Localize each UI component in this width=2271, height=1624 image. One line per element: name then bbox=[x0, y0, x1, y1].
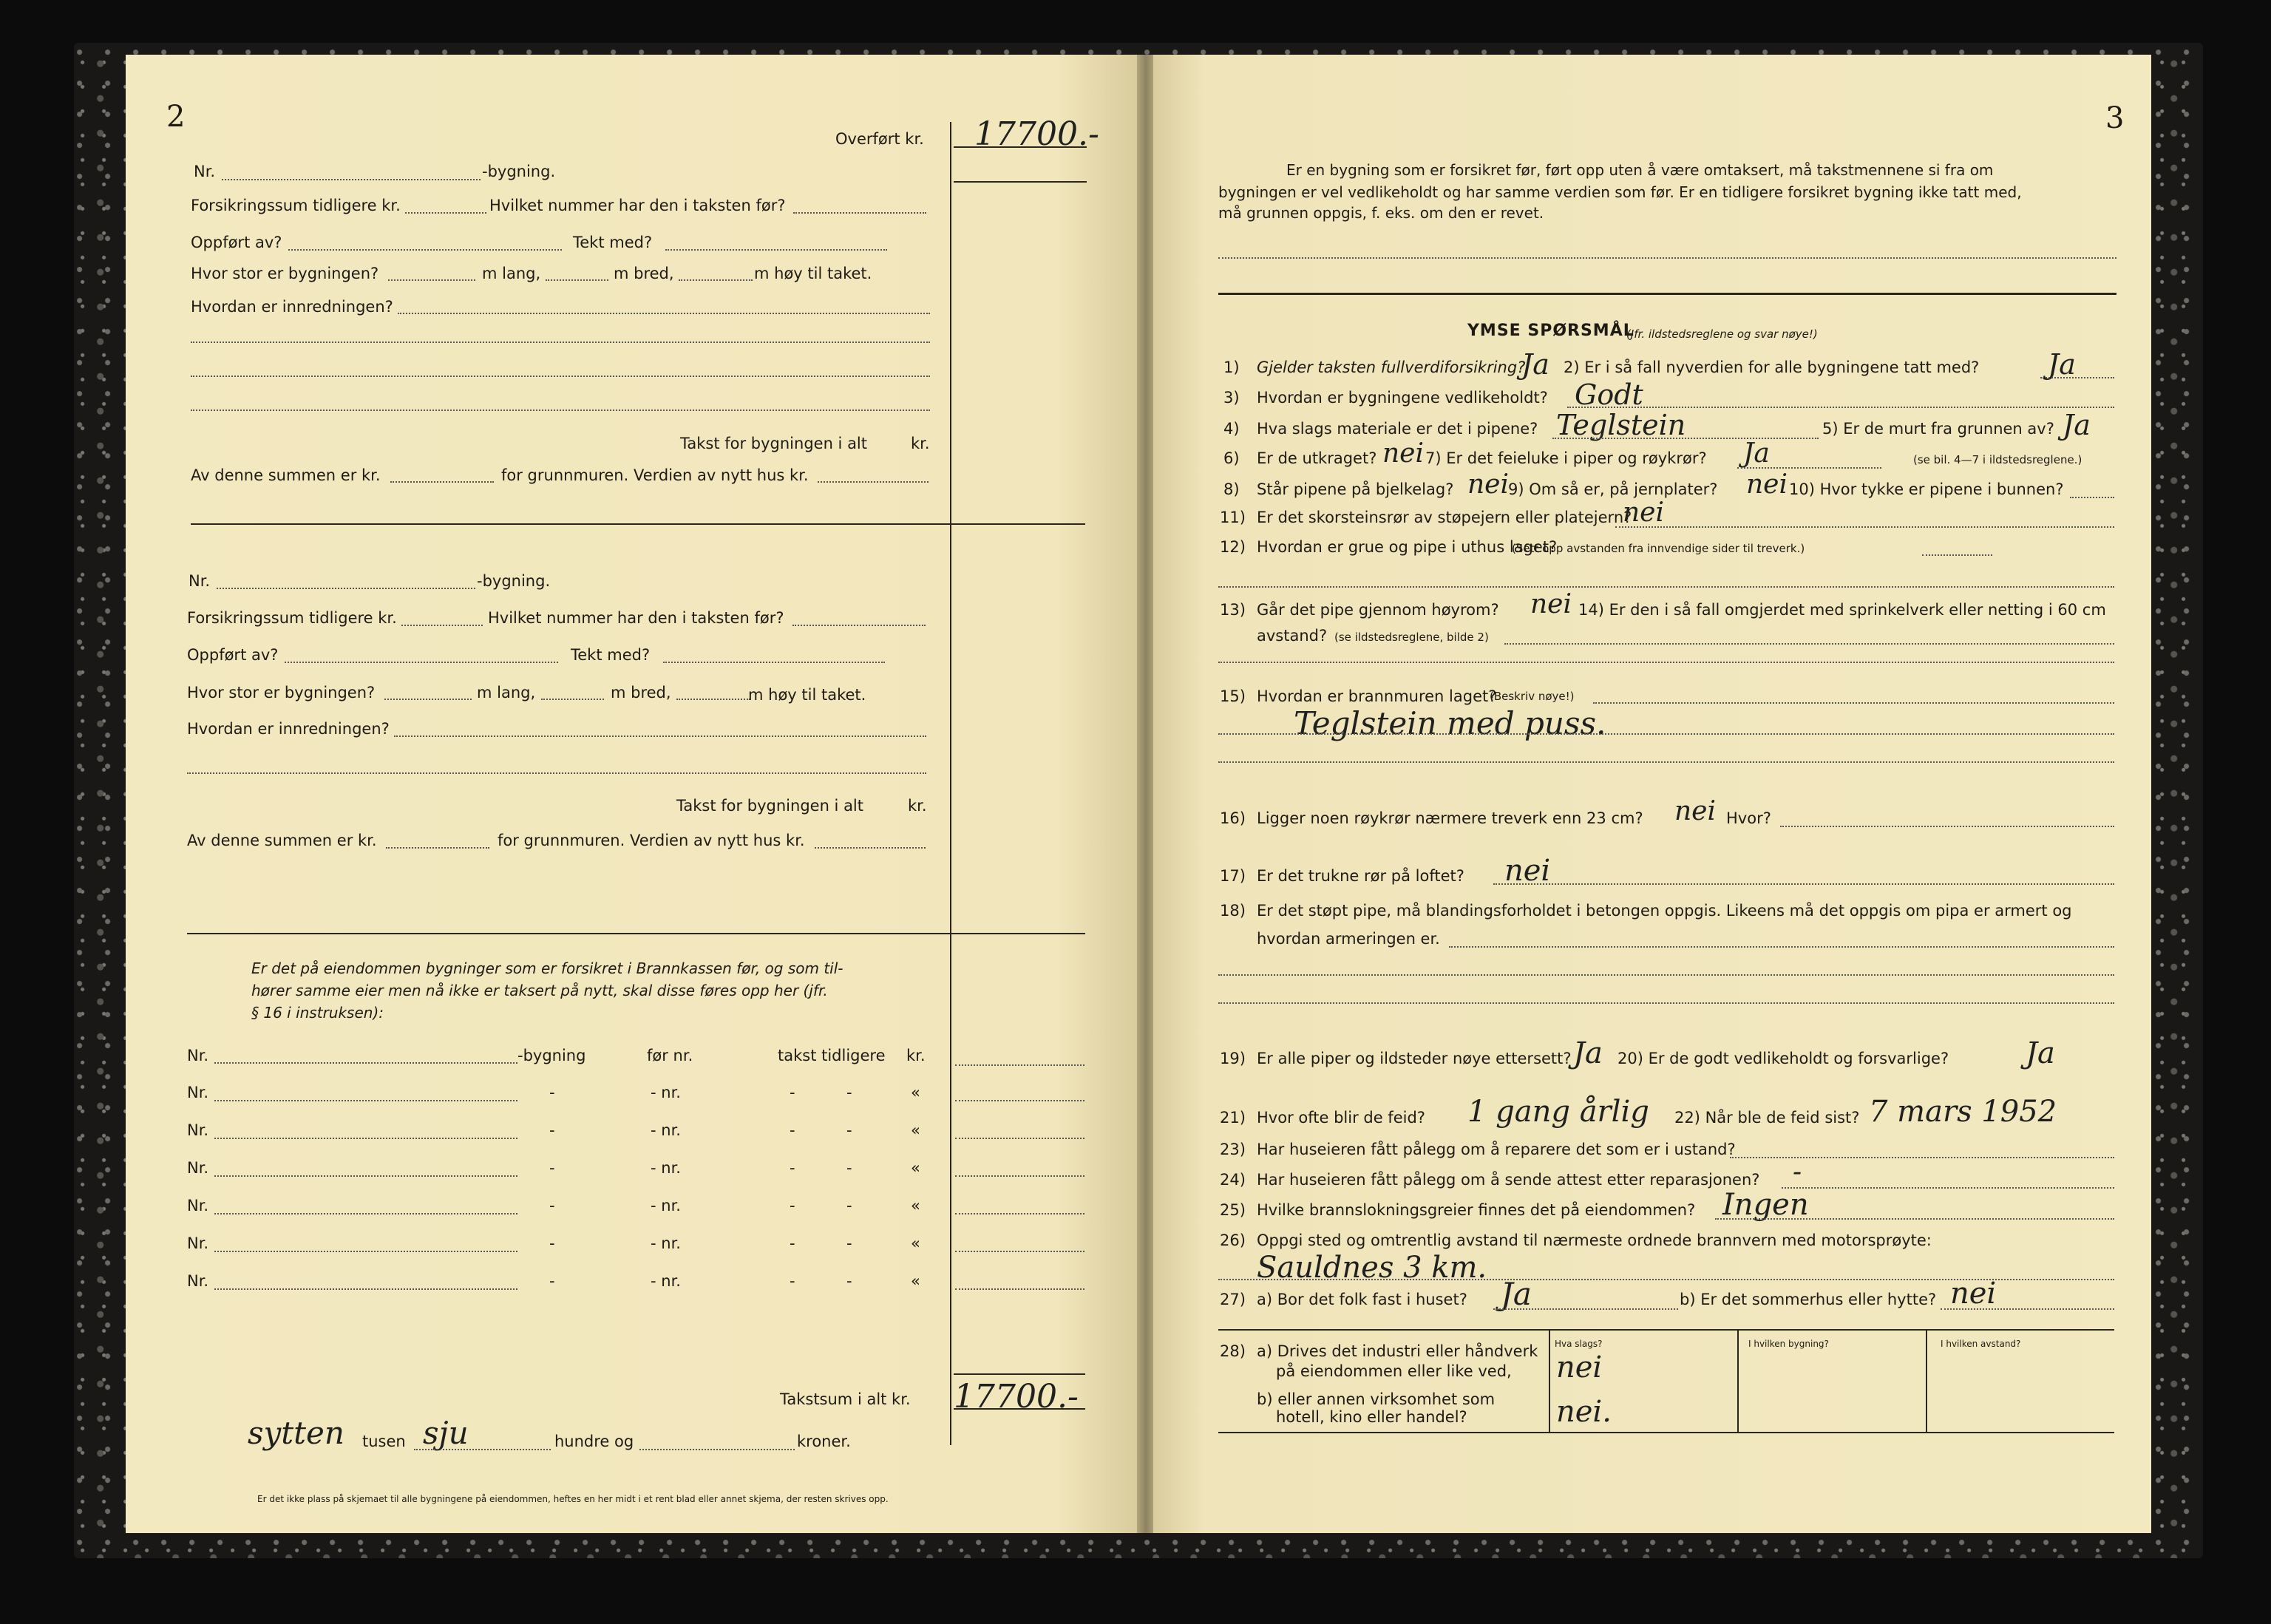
innredning-label: Hvordan er innredningen? bbox=[187, 720, 390, 738]
row-nr-field[interactable] bbox=[214, 1251, 517, 1252]
q14-text-2: avstand? bbox=[1257, 627, 1328, 645]
row-nr-field[interactable] bbox=[214, 1100, 517, 1101]
overfort-value: 17700.- bbox=[974, 115, 1099, 153]
row-nr: Nr. bbox=[187, 1121, 209, 1139]
q15-field-3[interactable] bbox=[1218, 761, 2114, 763]
row-dash-2: - bbox=[790, 1272, 795, 1290]
q28-answer-a: nei bbox=[1556, 1350, 1603, 1385]
q7-answer: Ja bbox=[1743, 438, 1770, 469]
page-number-left: 2 bbox=[166, 100, 186, 134]
m-bred-label: m bred, bbox=[611, 684, 671, 701]
innredning-label: Hvordan er innredningen? bbox=[191, 298, 393, 316]
list-nr: Nr. bbox=[187, 1047, 209, 1064]
row-nr-field[interactable] bbox=[214, 1138, 517, 1139]
q26-answer: Sauldnes 3 km. bbox=[1257, 1251, 1487, 1285]
m-hoy-label: m høy til taket. bbox=[754, 265, 872, 282]
row-amount-field[interactable] bbox=[955, 1100, 1084, 1101]
intro-separator bbox=[1218, 293, 2116, 295]
separator-dots-13 bbox=[1218, 662, 2114, 663]
table-col-2 bbox=[1737, 1329, 1739, 1432]
q3-answer: Godt bbox=[1575, 378, 1643, 411]
q6-text: Er de utkraget? bbox=[1257, 449, 1377, 467]
row-amount-field[interactable] bbox=[955, 1251, 1084, 1252]
q24-text: Har huseieren fått pålegg om å sende attest etter reparasjonen? bbox=[1257, 1171, 1760, 1189]
q5-text: 5) Er de murt fra grunnen av? bbox=[1822, 420, 2054, 438]
q12-note: (Sett opp avstanden fra innvendige sider til treverk.) bbox=[1512, 542, 1805, 555]
q24-num: 24) bbox=[1220, 1171, 1246, 1189]
takstsum-underline bbox=[954, 1408, 1085, 1410]
q10-field[interactable] bbox=[2070, 497, 2114, 498]
q27-num: 27) bbox=[1220, 1291, 1246, 1308]
row-dash-3: - bbox=[846, 1234, 852, 1252]
row-nr-field[interactable] bbox=[214, 1288, 517, 1290]
block-separator-1 bbox=[191, 523, 1085, 525]
hvilket-label: Hvilket nummer har den i taksten før? bbox=[489, 197, 786, 214]
q27-text-a: a) Bor det folk fast i huset? bbox=[1257, 1291, 1467, 1308]
row-amount-field[interactable] bbox=[955, 1288, 1084, 1290]
q26-num: 26) bbox=[1220, 1231, 1246, 1249]
table-top bbox=[1218, 1329, 2114, 1331]
q22-text: 22) Når ble de feid sist? bbox=[1674, 1109, 1860, 1127]
row-dash: - bbox=[549, 1272, 555, 1290]
hvilket-field[interactable] bbox=[792, 625, 926, 626]
m-bred-label: m bred, bbox=[614, 265, 674, 282]
q8-answer: nei bbox=[1467, 469, 1510, 500]
av-denne-label: Av denne summen er kr. bbox=[191, 466, 381, 484]
q12-num: 12) bbox=[1220, 538, 1246, 556]
table-bottom bbox=[1218, 1432, 2114, 1433]
row-ditto: « bbox=[911, 1234, 920, 1252]
page-number-right: 3 bbox=[2105, 101, 2125, 135]
q18-field-3[interactable] bbox=[1218, 1002, 2114, 1004]
q24-field[interactable] bbox=[1782, 1187, 2114, 1189]
q10-text: 10) Hvor tykke er pipene i bunnen? bbox=[1789, 480, 2064, 498]
row-for-nr: - nr. bbox=[651, 1121, 681, 1139]
words-thousands: sytten bbox=[248, 1415, 344, 1451]
col-bygning-header: I hvilken bygning? bbox=[1748, 1339, 1829, 1349]
q27-answer-b: nei bbox=[1950, 1277, 1997, 1311]
hvor-stor-label: Hvor stor er bygningen? bbox=[187, 684, 376, 701]
row-amount-field[interactable] bbox=[955, 1175, 1084, 1177]
q12-text: Hvordan er grue og pipe i uthus laget? bbox=[1257, 538, 1558, 556]
q23-num: 23) bbox=[1220, 1141, 1246, 1158]
forsikring-field[interactable] bbox=[405, 212, 486, 214]
intro-line-2: bygningen er vel vedlikeholdt og har samme verdien som før. Er en tidligere forsikret bygning ikke tatt med, bbox=[1218, 183, 2022, 201]
tekt-label: Tekt med? bbox=[571, 646, 651, 664]
q28-b-line-1: b) eller annen virksomhet som bbox=[1257, 1390, 1496, 1408]
forsikring-label: Forsikringssum tidligere kr. bbox=[191, 197, 401, 214]
notice-line-2: hører samme eier men nå ikke er taksert på nytt, skal disse føres opp her (jfr. bbox=[251, 982, 828, 999]
takstsum-top-rule bbox=[954, 1373, 1085, 1375]
takst-label: Takst for bygningen i alt bbox=[676, 797, 864, 815]
row-dash: - bbox=[549, 1084, 555, 1101]
book-spine bbox=[1137, 55, 1155, 1533]
forsikring-label: Forsikringssum tidligere kr. bbox=[187, 609, 397, 627]
row-dash-2: - bbox=[790, 1234, 795, 1252]
q9-answer: nei bbox=[1746, 469, 1788, 500]
list-for-nr: før nr. bbox=[647, 1047, 693, 1064]
row-dash: - bbox=[549, 1197, 555, 1214]
q21-answer: 1 gang årlig bbox=[1467, 1095, 1649, 1129]
row-dash-3: - bbox=[846, 1159, 852, 1177]
q11-answer: nei bbox=[1623, 497, 1665, 528]
hundre-og-label: hundre og bbox=[554, 1433, 634, 1450]
q18-text-2: hvordan armeringen er. bbox=[1257, 930, 1440, 948]
nytt-hus-field[interactable] bbox=[818, 481, 929, 483]
q21-text: Hvor ofte blir de feid? bbox=[1257, 1109, 1425, 1127]
q7-text: 7) Er det feieluke i piper og røykrør? bbox=[1425, 449, 1707, 467]
q19-num: 19) bbox=[1220, 1050, 1246, 1067]
lengde-field[interactable] bbox=[388, 279, 475, 281]
q18-text-1: Er det støpt pipe, må blandingsforholdet i betongen oppgis. Likeens må det oppgis om pipa er armert og bbox=[1257, 902, 2072, 920]
q25-num: 25) bbox=[1220, 1201, 1246, 1219]
q12-field[interactable] bbox=[1922, 554, 1992, 556]
lengde-field[interactable] bbox=[384, 699, 472, 700]
tekt-label: Tekt med? bbox=[573, 234, 653, 251]
overfort-underline-2 bbox=[954, 181, 1087, 183]
q17-answer: nei bbox=[1504, 854, 1551, 888]
row-for-nr: - nr. bbox=[651, 1197, 681, 1214]
grunnmur-label: for grunnmuren. Verdien av nytt hus kr. bbox=[498, 832, 805, 849]
q15-answer: Teglstein med puss. bbox=[1294, 705, 1606, 741]
intro-line-3: må grunnen oppgis, f. eks. om den er revet. bbox=[1218, 204, 1544, 222]
q22-answer: 7 mars 1952 bbox=[1869, 1095, 2057, 1129]
row-for-nr: - nr. bbox=[651, 1084, 681, 1101]
q21-num: 21) bbox=[1220, 1109, 1246, 1127]
q2-field[interactable] bbox=[2040, 377, 2114, 378]
q13-text: Går det pipe gjennom høyrom? bbox=[1257, 601, 1499, 619]
q14-field[interactable] bbox=[1504, 643, 2114, 645]
row-dash-2: - bbox=[790, 1084, 795, 1101]
m-lang-label: m lang, bbox=[482, 265, 541, 282]
q27-answer-a: Ja bbox=[1501, 1276, 1532, 1312]
q1-answer: Ja bbox=[1521, 348, 1549, 381]
q1-text: Gjelder taksten fullverdiforsikring? bbox=[1257, 359, 1526, 376]
q8-num: 8) bbox=[1223, 480, 1240, 498]
row-dash-2: - bbox=[790, 1159, 795, 1177]
block-separator-2 bbox=[187, 933, 1085, 934]
q28-num: 28) bbox=[1220, 1342, 1246, 1360]
q4-answer: Teglstein bbox=[1556, 409, 1686, 441]
q1-num: 1) bbox=[1223, 359, 1240, 376]
table-col-3 bbox=[1926, 1329, 1927, 1432]
q11-text: Er det skorsteinsrør av støpejern eller platejern? bbox=[1257, 509, 1632, 526]
nr-field[interactable] bbox=[217, 588, 475, 589]
tusen-label: tusen bbox=[362, 1433, 406, 1450]
m-lang-label: m lang, bbox=[477, 684, 536, 701]
m-hoy-label: m høy til taket. bbox=[748, 686, 866, 704]
q9-text: 9) Om så er, på jernplater? bbox=[1508, 480, 1718, 498]
hvilket-label: Hvilket nummer har den i taksten før? bbox=[488, 609, 784, 627]
row-for-nr: - nr. bbox=[651, 1159, 681, 1177]
q6-num: 6) bbox=[1223, 449, 1240, 467]
hundreds-field[interactable] bbox=[414, 1449, 551, 1450]
row-dash-3: - bbox=[846, 1084, 852, 1101]
q6-answer: nei bbox=[1382, 438, 1425, 469]
nr-field[interactable] bbox=[222, 179, 481, 180]
oppfort-field[interactable] bbox=[285, 662, 558, 663]
bredde-field[interactable] bbox=[546, 279, 608, 281]
q25-answer: Ingen bbox=[1722, 1188, 1809, 1222]
q3-text: Hvordan er bygningene vedlikeholdt? bbox=[1257, 389, 1548, 407]
q27-text-b: b) Er det sommerhus eller hytte? bbox=[1680, 1291, 1937, 1308]
grunnmur-label: for grunnmuren. Verdien av nytt hus kr. bbox=[501, 466, 809, 484]
row-dash-2: - bbox=[790, 1121, 795, 1139]
q23-field[interactable] bbox=[1730, 1157, 2114, 1158]
q4-text: Hva slags materiale er det i pipene? bbox=[1257, 420, 1538, 438]
row-nr: Nr. bbox=[187, 1084, 209, 1101]
tekt-field[interactable] bbox=[663, 662, 885, 663]
q16-hvor: Hvor? bbox=[1726, 809, 1771, 827]
q15-field[interactable] bbox=[1593, 702, 2114, 704]
ymse-title: YMSE SPØRSMÅL bbox=[1467, 322, 1634, 340]
list-amount-field[interactable] bbox=[955, 1064, 1084, 1066]
tekt-field[interactable] bbox=[665, 249, 887, 251]
intro-line-1: Er en bygning som er forsikret før, ført opp uten å være omtaksert, må takstmennene si fra om bbox=[1286, 161, 1994, 179]
row-dash: - bbox=[549, 1159, 555, 1177]
q20-answer: Ja bbox=[2026, 1036, 2055, 1070]
q27-field-a[interactable] bbox=[1493, 1308, 1678, 1310]
q12-field-2[interactable] bbox=[1218, 586, 2114, 588]
hoyde-field[interactable] bbox=[679, 279, 753, 281]
av-denne-label: Av denne summen er kr. bbox=[187, 832, 377, 849]
oppfort-label: Oppført av? bbox=[191, 234, 282, 251]
innredning-line-3[interactable] bbox=[191, 376, 930, 377]
q15-note: (Beskriv nøye!) bbox=[1490, 690, 1575, 703]
row-nr: Nr. bbox=[187, 1159, 209, 1177]
q13-answer: nei bbox=[1530, 589, 1572, 619]
footer-note: Er det ikke plass på skjemaet til alle bygningene på eiendommen, heftes en her midt i et rent blad eller annet skjema, der resten skrives opp. bbox=[257, 1494, 889, 1504]
bredde-field[interactable] bbox=[541, 699, 604, 700]
q27-field-b[interactable] bbox=[1941, 1308, 2114, 1310]
row-nr-field[interactable] bbox=[214, 1213, 517, 1214]
q19-text: Er alle piper og ildsteder nøye ettersett? bbox=[1257, 1050, 1572, 1067]
takst-kr-label: kr. bbox=[908, 797, 927, 815]
row-dash-2: - bbox=[790, 1197, 795, 1214]
kroner-field[interactable] bbox=[639, 1449, 795, 1450]
notice-line-1: Er det på eiendommen bygninger som er forsikret i Brannkassen før, og som til- bbox=[251, 959, 843, 977]
q18-field-2[interactable] bbox=[1218, 974, 2114, 976]
innredning-field[interactable] bbox=[398, 313, 930, 314]
nr-label: Nr. bbox=[189, 572, 211, 590]
q14-note: (se ildstedsreglene, bilde 2) bbox=[1334, 631, 1489, 644]
row-dash-3: - bbox=[846, 1197, 852, 1214]
q19-answer: Ja bbox=[1573, 1036, 1603, 1070]
hvilket-field[interactable] bbox=[793, 212, 926, 214]
q11-field[interactable] bbox=[1615, 526, 2114, 528]
q26-text: Oppgi sted og omtrentlig avstand til nærmeste ordnede brannvern med motorsprøyte: bbox=[1257, 1231, 1932, 1249]
q28-b-line-2: hotell, kino eller handel? bbox=[1276, 1408, 1467, 1426]
takstsum-value: 17700.- bbox=[954, 1378, 1079, 1416]
amount-column-rule bbox=[950, 122, 951, 1445]
q16-field[interactable] bbox=[1780, 826, 2114, 827]
row-dash-3: - bbox=[846, 1272, 852, 1290]
q24-answer: - bbox=[1793, 1157, 1802, 1187]
grunnmur-field[interactable] bbox=[390, 481, 494, 483]
bygning-label: -bygning. bbox=[482, 163, 556, 180]
q25-text: Hvilke brannslokningsgreier finnes det på eiendommen? bbox=[1257, 1201, 1696, 1219]
takst-label: Takst for bygningen i alt bbox=[680, 435, 868, 452]
q13-num: 13) bbox=[1220, 601, 1246, 619]
q18-num: 18) bbox=[1220, 902, 1246, 920]
q20-text: 20) Er de godt vedlikeholdt og forsvarlige? bbox=[1617, 1050, 1949, 1067]
q15-num: 15) bbox=[1220, 687, 1246, 705]
q11-num: 11) bbox=[1220, 509, 1246, 526]
nytt-hus-field[interactable] bbox=[815, 847, 926, 849]
q14-text: 14) Er den i så fall omgjerdet med sprinkelverk eller netting i 60 cm bbox=[1578, 601, 2106, 619]
q16-text: Ligger noen røykrør nærmere treverk enn 23 cm? bbox=[1257, 809, 1643, 827]
q4-field[interactable] bbox=[1552, 438, 1819, 439]
row-for-nr: - nr. bbox=[651, 1234, 681, 1252]
row-ditto: « bbox=[911, 1084, 920, 1101]
q2-answer: Ja bbox=[2048, 348, 2076, 381]
intro-answer-line[interactable] bbox=[1218, 257, 2116, 259]
row-amount-field[interactable] bbox=[955, 1138, 1084, 1139]
innredning-line-4[interactable] bbox=[191, 410, 930, 411]
oppfort-field[interactable] bbox=[288, 249, 562, 251]
q17-num: 17) bbox=[1220, 867, 1246, 885]
oppfort-label: Oppført av? bbox=[187, 646, 279, 664]
row-nr-field[interactable] bbox=[214, 1175, 517, 1177]
innredning-line-2[interactable] bbox=[187, 772, 926, 774]
q2-text: 2) Er i så fall nyverdien for alle bygningene tatt med? bbox=[1564, 359, 1980, 376]
ymse-note: (Jfr. ildstedsreglene og svar nøye!) bbox=[1626, 327, 1818, 341]
q18-field[interactable] bbox=[1449, 946, 2114, 948]
words-hundreds: sju bbox=[423, 1415, 469, 1451]
list-nr-field[interactable] bbox=[214, 1062, 517, 1064]
q16-answer: nei bbox=[1674, 796, 1717, 826]
row-dash-3: - bbox=[846, 1121, 852, 1139]
nr-label: Nr. bbox=[194, 163, 216, 180]
q15-field-2[interactable] bbox=[1218, 733, 2114, 735]
forsikring-field[interactable] bbox=[401, 625, 483, 626]
bygning-label: -bygning. bbox=[477, 572, 551, 590]
row-ditto: « bbox=[911, 1197, 920, 1214]
col-hva-header: Hva slags? bbox=[1555, 1339, 1603, 1349]
q3-num: 3) bbox=[1223, 389, 1240, 407]
kroner-label: kroner. bbox=[797, 1433, 851, 1450]
list-takst: takst tidligere bbox=[778, 1047, 886, 1064]
q28-a-line-1: a) Drives det industri eller håndverk bbox=[1257, 1342, 1538, 1360]
q5-answer: Ja bbox=[2063, 409, 2091, 441]
table-col-1 bbox=[1549, 1329, 1550, 1432]
takstsum-label: Takstsum i alt kr. bbox=[780, 1390, 911, 1408]
list-bygning: -bygning bbox=[517, 1047, 586, 1064]
row-nr: Nr. bbox=[187, 1272, 209, 1290]
q23-text: Har huseieren fått pålegg om å reparere det som er i ustand? bbox=[1257, 1141, 1736, 1158]
innredning-line-2[interactable] bbox=[191, 342, 930, 343]
q15-text: Hvordan er brannmuren laget? bbox=[1257, 687, 1497, 705]
row-nr: Nr. bbox=[187, 1234, 209, 1252]
row-dash: - bbox=[549, 1121, 555, 1139]
row-for-nr: - nr. bbox=[651, 1272, 681, 1290]
notice-line-3: § 16 i instruksen): bbox=[251, 1004, 384, 1022]
innredning-field[interactable] bbox=[394, 735, 926, 737]
overfort-underline bbox=[954, 146, 1087, 148]
row-amount-field[interactable] bbox=[955, 1213, 1084, 1214]
q3-field[interactable] bbox=[1567, 407, 2114, 408]
row-dash: - bbox=[549, 1234, 555, 1252]
grunnmur-field[interactable] bbox=[386, 847, 489, 849]
hvor-stor-label: Hvor stor er bygningen? bbox=[191, 265, 379, 282]
q7-note: (se bil. 4—7 i ildstedsreglene.) bbox=[1913, 453, 2082, 466]
q16-num: 16) bbox=[1220, 809, 1246, 827]
hoyde-field[interactable] bbox=[676, 699, 750, 700]
q8-text: Står pipene på bjelkelag? bbox=[1257, 480, 1454, 498]
q4-num: 4) bbox=[1223, 420, 1240, 438]
q25-field[interactable] bbox=[1715, 1218, 2114, 1220]
overfort-label: Overført kr. bbox=[835, 130, 924, 148]
right-page bbox=[1153, 55, 2151, 1533]
q28-a-line-2: på eiendommen eller like ved, bbox=[1276, 1362, 1512, 1380]
row-ditto: « bbox=[911, 1121, 920, 1139]
q28-answer-b: nei. bbox=[1556, 1395, 1612, 1429]
takst-kr-label: kr. bbox=[911, 435, 930, 452]
q17-field[interactable] bbox=[1493, 883, 2114, 885]
row-nr: Nr. bbox=[187, 1197, 209, 1214]
q17-text: Er det trukne rør på loftet? bbox=[1257, 867, 1464, 885]
row-ditto: « bbox=[911, 1159, 920, 1177]
col-avstand-header: I hvilken avstand? bbox=[1941, 1339, 2021, 1349]
list-kr: kr. bbox=[906, 1047, 926, 1064]
q7-field[interactable] bbox=[1737, 467, 1881, 469]
row-ditto: « bbox=[911, 1272, 920, 1290]
